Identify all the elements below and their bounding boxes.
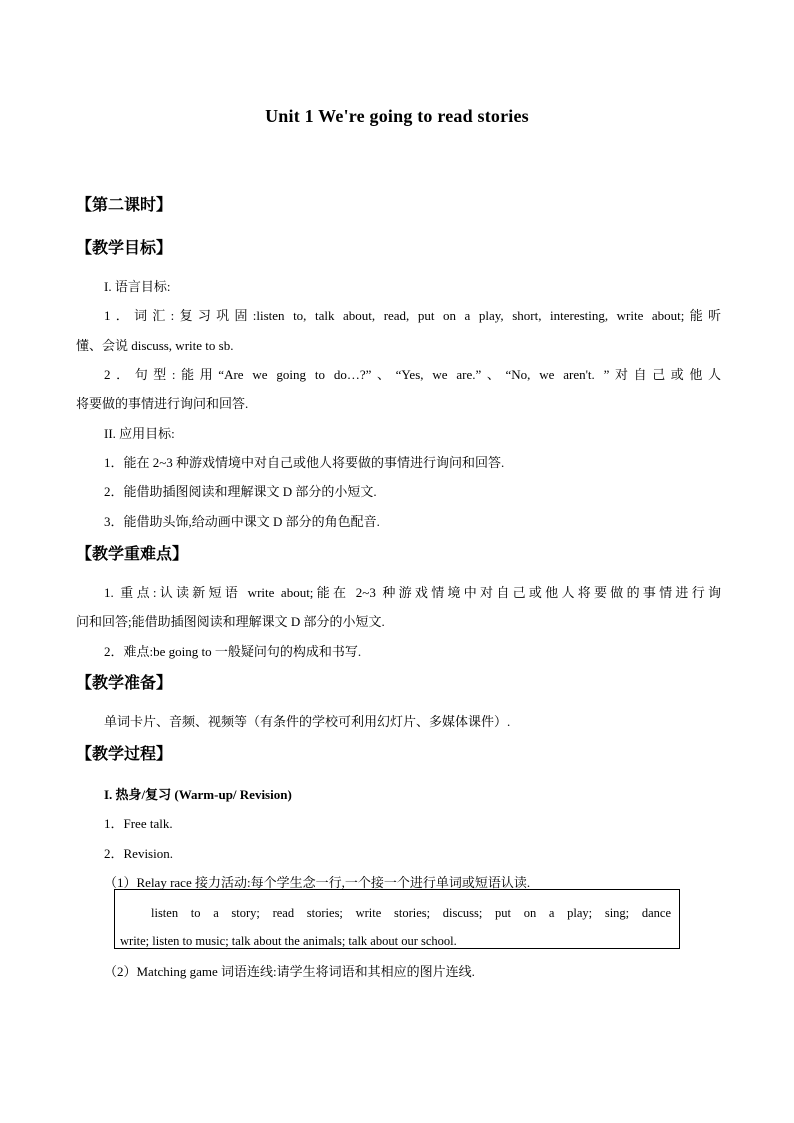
matching-game-step: （2）Matching game 词语连线:请学生将词语和其相应的图片连线.: [104, 964, 475, 979]
application-goal-3: 3．能借助头饰,给动画中课文 D 部分的角色配音.: [104, 514, 380, 529]
warmup-title: I. 热身/复习 (Warm-up/ Revision): [104, 787, 292, 802]
application-goals-title: II. 应用目标:: [104, 426, 175, 441]
relay-race-step: （1）Relay race 接力活动:每个学生念一行,一个接一个进行单词或短语认读.: [104, 875, 531, 890]
vocab-goal-line2: 懂、会说 discuss, write to sb.: [76, 338, 234, 353]
pattern-goal-line2: 将要做的事情进行询问和回答.: [76, 396, 249, 411]
preparation-heading: 【教学准备】: [76, 673, 173, 692]
free-talk-step: 1．Free talk.: [104, 816, 173, 831]
application-goal-1: 1．能在 2~3 种游戏情境中对自己或他人将要做的事情进行询问和回答.: [104, 455, 505, 470]
document-title: Unit 1 We're going to read stories: [265, 106, 529, 126]
application-goal-2: 2．能借助插图阅读和理解课文 D 部分的小短文.: [104, 484, 377, 499]
goals-heading: 【教学目标】: [76, 238, 173, 257]
difficulty-point: 2．难点:be going to 一般疑问句的构成和书写.: [104, 644, 362, 659]
phrase-box-row1: listen to a story; read stories; write stories; discuss; put on a play; sing; dance: [151, 906, 671, 920]
key-point-line1: 1. 重点:认读新短语 write about;能在 2~3 种游戏情境中对自己或他人将要做的事情进行询: [104, 585, 721, 600]
key-points-heading: 【教学重难点】: [76, 544, 189, 563]
revision-step: 2．Revision.: [104, 846, 173, 861]
phrase-box: [114, 889, 680, 949]
process-heading: 【教学过程】: [76, 744, 173, 763]
phrase-box-row2: write; listen to music; talk about the animals; talk about our school.: [120, 934, 457, 948]
vocab-goal-line1: 1．词汇:复习巩固:listen to, talk about, read, put on a play, short, interesting, write about;能听: [104, 308, 721, 323]
lesson-heading: 【第二课时】: [76, 195, 173, 214]
key-point-line2: 问和回答;能借助插图阅读和理解课文 D 部分的小短文.: [76, 614, 385, 629]
preparation-text: 单词卡片、音频、视频等（有条件的学校可利用幻灯片、多媒体课件）.: [104, 714, 511, 729]
language-goals-title: I. 语言目标:: [104, 279, 171, 294]
pattern-goal-line1: 2．句型:能用“Are we going to do…?”、“Yes, we are.”、“No, we aren't. ”对自己或他人: [104, 367, 721, 382]
